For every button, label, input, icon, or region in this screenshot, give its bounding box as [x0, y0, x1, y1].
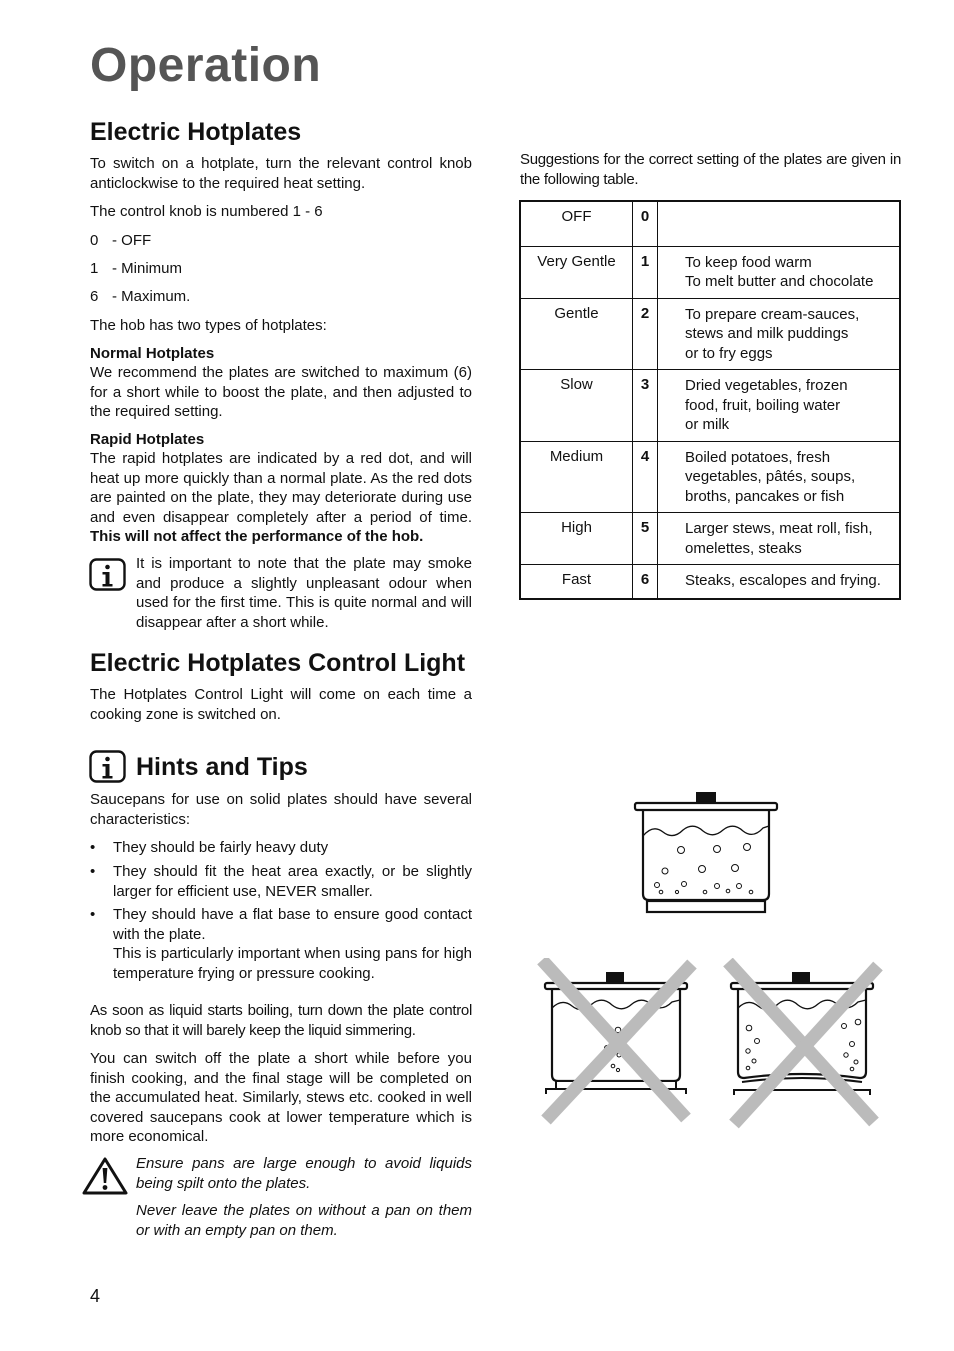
normal-hotplates-text: We recommend the plates are switched to maximum (6) for a short while to boost the plate, and then adjusted to the required setting.: [90, 364, 472, 420]
page-title: Operation: [90, 39, 322, 92]
setting-number: 5: [633, 513, 658, 565]
bullet-text: They should fit the heat area exactly, or be slightly larger for efficient use, NEVER smaller.: [113, 863, 472, 900]
rapid-hotplates-text: [90, 449, 472, 547]
bullet-icon: •: [90, 906, 96, 923]
list-item: [90, 905, 472, 983]
setting-name: Medium: [520, 441, 633, 513]
list-item: [90, 862, 472, 901]
page-number: 4: [90, 1286, 101, 1306]
incorrect-saucepan-small-plate-illustration: [536, 958, 701, 1128]
use-line: Boiled potatoes, fresh: [685, 448, 831, 466]
info-note: It is important to note that the plate may smoke and produce a slightly unpleasant odour when used for the first time. This is quite normal and will disappear after a short while.: [136, 555, 472, 631]
setting-uses: [658, 201, 901, 246]
warning-text-2: Never leave the plates on without a pan on them or with an empty pan on them.: [136, 1202, 472, 1239]
bullet-icon: •: [90, 839, 96, 856]
table-row: [520, 513, 900, 565]
setting-number: 3: [633, 370, 658, 442]
setting-label: - Minimum: [112, 260, 182, 277]
setting-name: Very Gentle: [520, 246, 633, 298]
section-heading-control-light: Electric Hotplates Control Light: [90, 649, 466, 677]
bullet-text-extra: This is particularly important when using pans for high temperature frying or pressure cooking.: [113, 945, 472, 982]
bullet-text: They should be fairly heavy duty: [113, 839, 329, 856]
hotplate-types: The hob has two types of hotplates:: [90, 317, 327, 334]
table-row: [520, 298, 900, 370]
table-row: [520, 565, 900, 599]
list-item: [90, 838, 472, 858]
use-line: To melt butter and chocolate: [685, 273, 874, 290]
boiling-tip: As soon as liquid starts boiling, turn down the plate control knob so that it will barely keep the liquid simmering.: [90, 1002, 472, 1039]
warning-text-1: Ensure pans are large enough to avoid liquids being spilt onto the plates.: [136, 1155, 472, 1192]
hotplates-intro: To switch on a hotplate, turn the relevant control knob anticlockwise to the required heat setting.: [90, 155, 472, 192]
info-icon: [89, 750, 127, 784]
use-line: To prepare cream-sauces,: [685, 305, 860, 323]
correct-saucepan-illustration: [630, 790, 782, 916]
setting-uses: [658, 565, 901, 599]
use-line: Dried vegetables, frozen: [685, 377, 848, 394]
setting-uses: [658, 370, 901, 442]
setting-num: 6: [90, 288, 99, 305]
incorrect-saucepan-uneven-base-illustration: [722, 958, 887, 1130]
setting-uses: [658, 246, 901, 298]
normal-hotplates-heading: Normal Hotplates: [90, 345, 215, 362]
rapid-bold: This will not affect the performance of the hob.: [90, 528, 424, 545]
table-row: [520, 246, 900, 298]
table-row: [520, 370, 900, 442]
setting-number: 1: [633, 246, 658, 298]
setting-label: - Maximum.: [112, 288, 191, 305]
setting-number: 4: [633, 441, 658, 513]
rapid-text: The rapid hotplates are indicated by a red dot, and will heat up more quickly than a normal plate. As the red dots are painted on the plate, they may deteriorate during use and even disappear completely after a period of time.: [90, 450, 472, 526]
section-heading-hints-and-tips: Hints and Tips: [136, 753, 308, 781]
use-line: or to fry eggs: [685, 344, 773, 362]
info-icon: [89, 558, 127, 592]
use-line: Steaks, escalopes and frying.: [685, 572, 881, 589]
section-heading-electric-hotplates: Electric Hotplates: [90, 118, 302, 146]
setting-uses: [658, 298, 901, 370]
setting-minimum: [90, 259, 182, 278]
use-line: vegetables, pâtés, soups,: [685, 468, 856, 485]
bullet-icon: •: [90, 863, 96, 880]
heat-settings-table: [519, 200, 901, 600]
setting-name: Fast: [520, 565, 633, 599]
setting-uses: [658, 441, 901, 513]
use-line: omelettes, steaks: [685, 539, 802, 557]
table-intro: Suggestions for the correct setting of the plates are given in the following table.: [520, 151, 901, 188]
setting-name: Gentle: [520, 298, 633, 370]
control-light-text: The Hotplates Control Light will come on each time a cooking zone is switched on.: [90, 686, 472, 723]
use-line: food, fruit, boiling water: [685, 396, 841, 414]
use-line: Larger stews, meat roll, fish,: [685, 520, 873, 537]
setting-num: 1: [90, 260, 99, 277]
rapid-hotplates-heading: Rapid Hotplates: [90, 431, 205, 448]
setting-number: 6: [633, 565, 658, 599]
table-row: [520, 441, 900, 513]
use-line: or milk: [685, 416, 730, 433]
setting-number: 2: [633, 298, 658, 370]
switch-off-tip: You can switch off the plate a short while before you finish cooking, and the final stage will be completed on the accumulated heat. Similarly, stews etc. cooked in well covered saucepans cook at lower temperature which is more economical.: [90, 1050, 472, 1145]
hints-intro: Saucepans for use on solid plates should have several characteristics:: [90, 791, 472, 828]
table-row: [520, 201, 900, 246]
setting-off: [90, 231, 151, 250]
setting-name: OFF: [520, 201, 633, 246]
setting-name: High: [520, 513, 633, 565]
setting-label: - OFF: [112, 232, 152, 249]
use-line: stews and milk puddings: [685, 325, 849, 342]
warning-icon: [81, 1156, 129, 1196]
setting-uses: [658, 513, 901, 565]
setting-num: 0: [90, 232, 99, 249]
use-line: broths, pancakes or fish: [685, 487, 845, 505]
bullet-text: They should have a flat base to ensure good contact with the plate.: [113, 906, 472, 943]
use-line: To keep food warm: [685, 253, 812, 271]
knob-numbering: The control knob is numbered 1 - 6: [90, 203, 323, 220]
setting-number: 0: [633, 201, 658, 246]
setting-name: Slow: [520, 370, 633, 442]
setting-maximum: [90, 287, 190, 306]
